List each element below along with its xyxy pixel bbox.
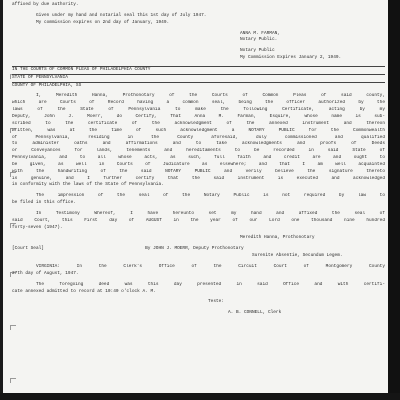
document-line: forty-seven (1947). (12, 224, 63, 230)
document-line: My Commission Expires January 2, 1949. (240, 55, 342, 61)
document-line: The foregoing deed was this day presented in said Office and with certifi- (36, 281, 385, 287)
document-line: Teste: (208, 299, 224, 305)
document-line: COUNTY OF PHILADELPHIA, SS (12, 82, 385, 90)
document-line: be given, as well in Courts of Judicature as elsewhere; and that I am well acquainted (12, 161, 385, 167)
scan-edge-bottom (0, 393, 400, 400)
document-text (12, 2, 385, 317)
document-line: Surenite Absentie, Secundum Legem. (252, 253, 343, 259)
document-line: with the handwriting of the said NOTARY PUBLIC and verily believe the signature thereto (12, 168, 385, 174)
document-line: In Testimony Whereof, I have hereunto set my hand and affixed the seal of (36, 210, 385, 216)
document-line: be filed in this office. (12, 200, 76, 206)
document-line: Deputy, John J. Moerr, do Certify, That Anna M. Farman, Esquire, whose name is sub- (12, 113, 385, 119)
scan-edge (388, 0, 400, 400)
document-line: affixed by due authority. (12, 2, 79, 7)
document-line: in conformity with the laws of the State of Pennsylvania. (12, 182, 164, 188)
document-line: or Conveyances for lands, tenements and hereditaments to be recorded in said State of (12, 148, 385, 154)
margin-mark (10, 378, 16, 383)
document-line: I, Meredith Hanna, Prothonotary of the Courts of Common Pleas of said county, (36, 93, 385, 99)
document-line: [Court Seal] By JOHN J. MOERR, Deputy Prothonotary (12, 246, 244, 252)
document-line: 27th day of August, 1947. (12, 270, 79, 276)
document-line: Pennsylvania, and to all whose acts, as such, full faith and credit are and ought to (12, 155, 385, 161)
document-line: laws of the State of Pennsylvania to make the following Certificate, acting by my (12, 107, 385, 113)
document-line: cate annexed admitted to record at 10:40 o'clock A. M. (12, 288, 156, 294)
document-page (3, 0, 388, 400)
document-line: said Court, this First day of AUGUST in the year of our Lord one thousand nine hundred (12, 217, 385, 223)
document-line: written, was at the time of such acknowledgment a NOTARY PUBLIC for the Commonwealth (12, 127, 385, 133)
margin-mark (10, 325, 16, 330)
document-line: of Pennsylvania, residing in the County aforesaid, duly commissioned and qualified (12, 134, 385, 140)
document-line: which are Courts of Record having a common seal, being the officer authorized by the (12, 100, 385, 106)
document-line: My commission expires on 2nd day of January, 1949. (36, 19, 170, 25)
document-line: IN THE COURTS OF COMMON PLEAS OF PHILADELPHIA COUNTY (12, 66, 385, 74)
document-line: STATE OF PENNSYLVANIA (12, 74, 385, 82)
document-line: Meredith Hanna, Prothonotary (240, 235, 315, 241)
document-line: The impression of the seal of the Notary Public is not required by law to (36, 193, 385, 199)
document-line: A. B. CONNELL, Clerk (228, 310, 282, 316)
document-line: VIRGINIA: In the Clerk's Office of the Circuit Court of Montgomery County (36, 264, 385, 269)
document-line: scribed to the certificate of the acknowledgment of the annexed instrument and thereon (12, 120, 385, 126)
document-line: Given under my hand and notarial seal this 1st day of July 1947. (36, 12, 207, 18)
document-line: ANNA M. FARMAN, (240, 30, 280, 36)
document-line: Notary Public. (240, 37, 278, 43)
document-line: Notary Public (240, 48, 275, 54)
document-line: is genuine, and I further certify that the said instrument is executed and acknowledged (12, 175, 385, 181)
document-line: to administer oaths and affirmations and to take acknowledgments and proofs of Deeds (12, 141, 385, 147)
